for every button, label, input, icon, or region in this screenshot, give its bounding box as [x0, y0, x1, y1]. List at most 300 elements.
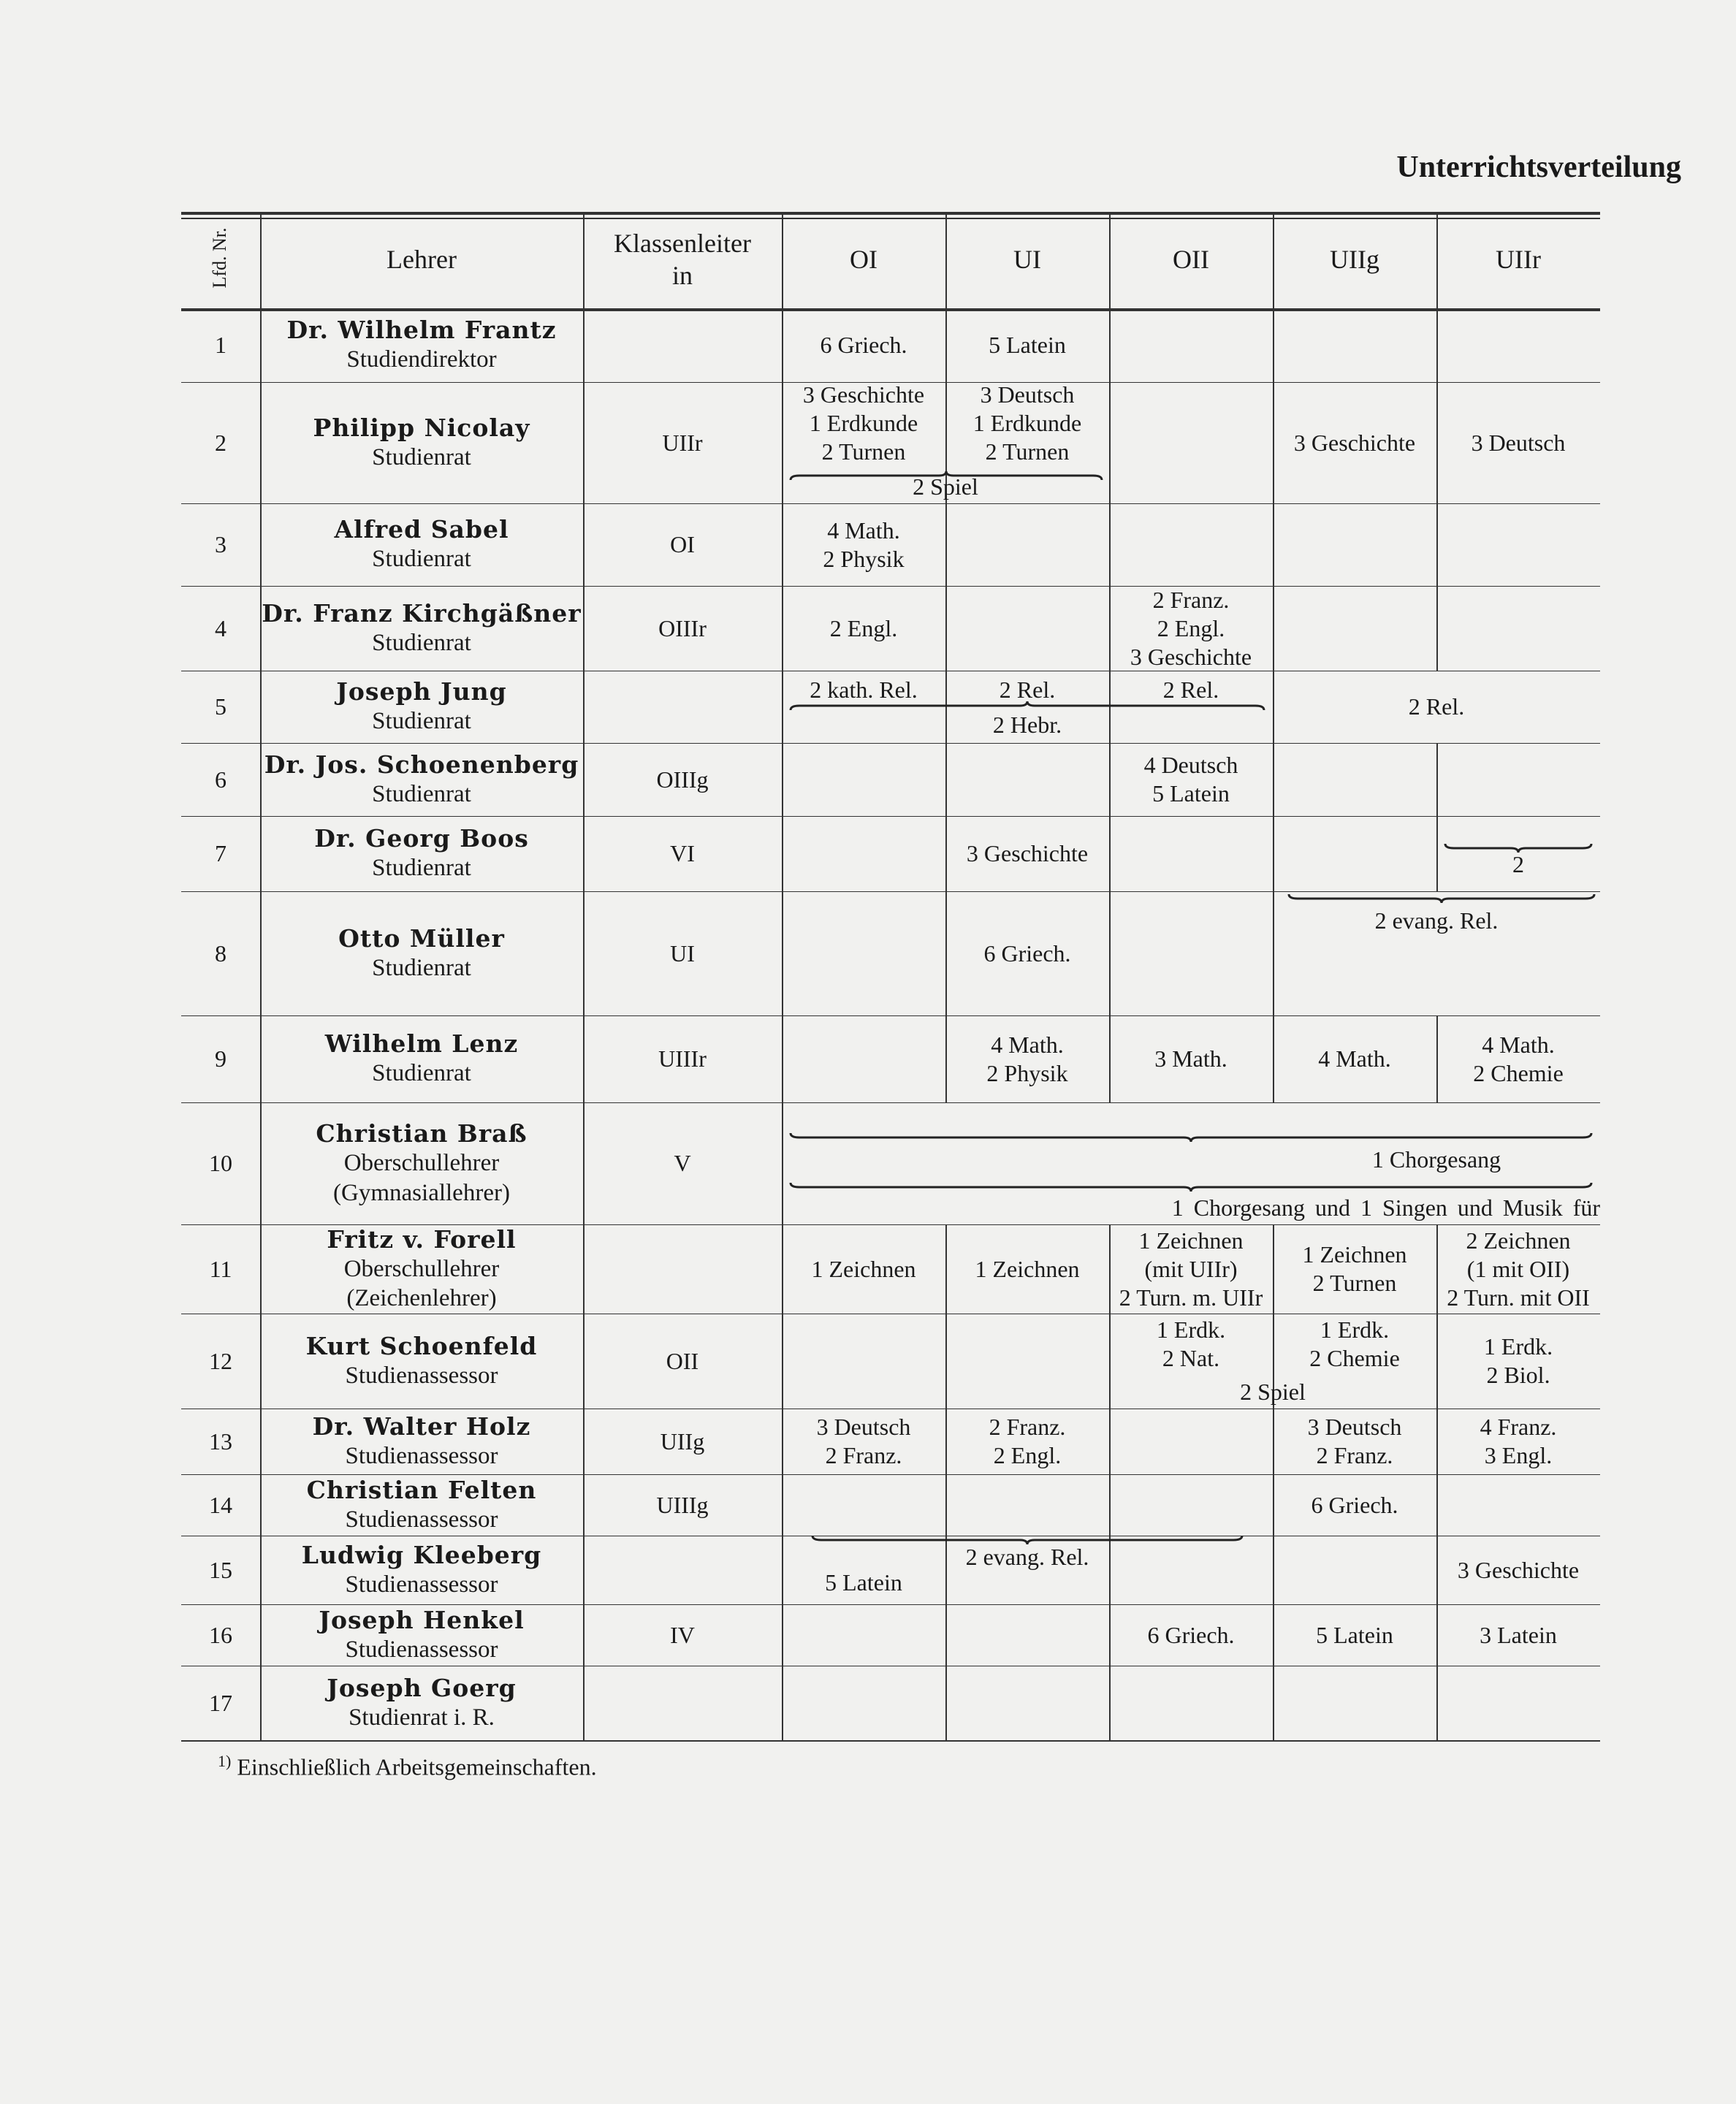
teacher-cell [260, 1332, 583, 1391]
row-number-line: 6 [215, 766, 226, 793]
cell-oi-line: 2 kath. Rel. [810, 676, 918, 703]
teacher-title: Studienrat [372, 855, 471, 882]
row-number-line: 14 [209, 1491, 232, 1518]
teacher-title: (Gymnasiallehrer) [333, 1179, 510, 1206]
cell-uiig-line: 4 Math. [1318, 1045, 1391, 1072]
teacher-title: Studienassessor [345, 1442, 498, 1469]
row-number [181, 1491, 260, 1520]
column-rule [1109, 1474, 1111, 1536]
column-rule [1436, 308, 1438, 382]
cell-oii-line: 1 Erdk. [1156, 1316, 1226, 1343]
cell-oii-line: 3 Geschichte [1130, 643, 1252, 670]
cell-uiig-line: 3 Deutsch [1307, 1414, 1402, 1440]
row-number-line: 7 [215, 840, 226, 866]
klassenleiter-value-line: VI [670, 840, 695, 866]
klassenleiter-value-line: UIIg [660, 1428, 705, 1455]
cell-uiir [1436, 1413, 1600, 1470]
cell-ui-line: 2 Franz. [989, 1414, 1066, 1440]
teacher-title: Studiendirektor [346, 346, 497, 373]
row-number [181, 429, 260, 457]
klassenleiter-value-line: UIIIg [656, 1491, 709, 1518]
teacher-title: Studienassessor [345, 1506, 498, 1533]
klassenleiter-value [583, 839, 782, 868]
klassenleiter-value [583, 766, 782, 794]
cell-uiig [1273, 1491, 1436, 1520]
column-rule [1436, 586, 1438, 671]
column-rule [1273, 1666, 1274, 1740]
cell-oi-line: 6 Griech. [820, 332, 907, 358]
klassenleiter-value-line: UI [670, 939, 695, 967]
cell-oi-line: 1 Zeichnen [811, 1255, 916, 1282]
teacher-name: Joseph Jung [336, 677, 507, 706]
teacher-name: Otto Müller [338, 923, 505, 953]
teacher-title: Studienrat [372, 629, 471, 656]
column-rule [782, 1604, 783, 1666]
row-number [181, 331, 260, 359]
page-heading: Unterrichtsverteilung [1396, 150, 1681, 184]
teacher-name: Dr. Franz Kirchgäßner [262, 598, 582, 628]
cell-uiig [1273, 1240, 1436, 1297]
klassenleiter-value-line: OII [666, 1347, 699, 1374]
row-number [181, 839, 260, 868]
klassenleiter-value-line: UIIr [662, 429, 703, 456]
cell-oi [782, 381, 945, 466]
cell-ui [945, 939, 1109, 968]
column-rule [1436, 212, 1438, 308]
cell-oi-line: 2 Turnen [821, 438, 906, 465]
cell-oii-line: 2 Turn. m. UIIr [1119, 1284, 1263, 1311]
row-number [181, 1347, 260, 1376]
cell-ui-line: 4 Math. [991, 1031, 1064, 1058]
teacher-name: Christian Felten [306, 1475, 537, 1504]
cell-uiir [1436, 429, 1600, 457]
row-number [181, 614, 260, 643]
cell-uiir [1436, 1227, 1600, 1312]
header-klassenleiter [583, 228, 782, 292]
teacher-title: Studienrat [372, 954, 471, 981]
teacher-name: Philipp Nicolay [313, 413, 530, 442]
column-rule [260, 212, 262, 308]
cell-uiir [1436, 1556, 1600, 1585]
column-rule [1436, 1666, 1438, 1740]
column-rule [1273, 586, 1274, 671]
column-rule [1109, 382, 1111, 503]
header-class-OI-line: OI [850, 245, 877, 274]
header-class-UIIr [1436, 244, 1600, 276]
klassenleiter-value-line: UIIIr [658, 1045, 707, 1072]
header-class-OII [1109, 244, 1273, 276]
teacher-cell [260, 1541, 583, 1600]
teacher-title: Studienassessor [345, 1362, 498, 1389]
row-number [181, 693, 260, 721]
cell-oii [1109, 1621, 1273, 1650]
rule-line [181, 1740, 1600, 1742]
header-class-UIIr-line: UIIr [1496, 245, 1541, 274]
column-rule [1436, 743, 1438, 816]
cell-uiir [1436, 1031, 1600, 1088]
column-rule [1273, 308, 1274, 382]
cell-uiig [1273, 1413, 1436, 1470]
cell-uiir-line: 1 Erdk. [1483, 1333, 1553, 1360]
teacher-title: (Zeichenlehrer) [346, 1285, 497, 1311]
brace-chor-1 [789, 1132, 1593, 1142]
span-entry-line: 2 Hebr. [992, 712, 1062, 738]
span-entry-wide [782, 1194, 1600, 1222]
cell-oii-line: 2 Engl. [1157, 614, 1225, 641]
teacher-cell [260, 1476, 583, 1535]
cell-oi-line: 3 Deutsch [816, 1414, 911, 1440]
row-number [181, 530, 260, 559]
cell-oii-line: (mit UIIr) [1144, 1255, 1238, 1282]
cell-ui [945, 839, 1109, 868]
span-entry [945, 1543, 1109, 1571]
header-lehrer [260, 244, 583, 276]
span-entry-right [1273, 693, 1600, 721]
teaching-assignment-table [181, 212, 1600, 1746]
column-rule [583, 1666, 585, 1740]
teacher-name: Alfred Sabel [334, 515, 509, 544]
row-number-line: 16 [209, 1621, 232, 1648]
cell-ui [945, 331, 1109, 359]
cell-uiir-line: (1 mit OII) [1466, 1255, 1570, 1282]
column-rule [782, 212, 783, 308]
row-number-line: 2 [215, 429, 226, 456]
teacher-name: Christian Braß [316, 1119, 528, 1148]
header-class-UIIg [1273, 244, 1436, 276]
header-klassenleiter-line: Klassenleiter [614, 229, 751, 258]
teacher-name: Dr. Georg Boos [314, 824, 529, 853]
rule-line [181, 891, 1600, 892]
klassenleiter-value [583, 1491, 782, 1520]
teacher-cell [260, 1029, 583, 1089]
cell-oi-line: 3 Geschichte [802, 381, 925, 408]
cell-uiir-line: 2 [1512, 851, 1524, 877]
header-lfd: Lfd. Nr. [209, 227, 230, 289]
klassenleiter-value [583, 1621, 782, 1650]
row-number [181, 1428, 260, 1456]
header-class-UI-line: UI [1013, 245, 1041, 274]
teacher-cell [260, 677, 583, 736]
column-rule [1436, 503, 1438, 586]
cell-uiir-line: 3 Engl. [1484, 1442, 1553, 1469]
cell-oi-line: 5 Latein [825, 1569, 902, 1596]
cell-uiir-line: 2 Zeichnen [1466, 1227, 1571, 1254]
row-number [181, 939, 260, 968]
header-class-OII-line: OII [1173, 245, 1209, 274]
column-rule [1436, 1474, 1438, 1536]
teacher-cell [260, 1674, 583, 1733]
column-rule [1273, 816, 1274, 891]
teacher-cell [260, 824, 583, 883]
column-rule [945, 503, 947, 586]
brace-evang [1287, 893, 1596, 903]
header-klassenleiter-line: in [671, 260, 693, 290]
row-number [181, 1689, 260, 1718]
klassenleiter-value-line: OIIIr [658, 614, 707, 641]
span-entry [1273, 1146, 1600, 1174]
column-rule [1109, 816, 1111, 891]
teacher-title: Oberschullehrer [343, 1150, 500, 1177]
row-number [181, 1045, 260, 1073]
brace-right [1444, 842, 1593, 853]
footnote [218, 1752, 597, 1781]
row-number [181, 1621, 260, 1650]
cell-uiir-line: 2 Biol. [1486, 1362, 1550, 1389]
span-entry-right-line: 2 Rel. [1408, 693, 1465, 720]
span-entry-right [1273, 907, 1600, 935]
row-number-line: 4 [215, 614, 226, 641]
span-entry-line: 2 Spiel [1240, 1378, 1306, 1405]
cell-oii-line: 3 Math. [1154, 1045, 1227, 1072]
teacher-title: Studienrat i. R. [349, 1704, 495, 1731]
teacher-cell [260, 515, 583, 574]
column-rule [1109, 1409, 1111, 1474]
teacher-name: Joseph Henkel [319, 1605, 525, 1634]
cell-uiir [1436, 1621, 1600, 1650]
row-number-line: 9 [215, 1045, 226, 1072]
cell-oii-line: 2 Nat. [1162, 1345, 1220, 1372]
column-rule [782, 816, 783, 891]
cell-oi [782, 331, 945, 359]
header-lehrer-line: Lehrer [387, 245, 457, 274]
footnote-mark: 1) [218, 1752, 232, 1770]
cell-ui-line: 2 Physik [986, 1059, 1068, 1086]
brace-chor-2 [789, 1181, 1593, 1192]
cell-uiir [1436, 850, 1600, 879]
column-rule [782, 891, 783, 1015]
rule-line [181, 212, 1600, 215]
klassenleiter-value-line: IV [670, 1621, 695, 1648]
teacher-cell [260, 413, 583, 473]
column-rule [945, 1314, 947, 1409]
cell-uiig [1273, 429, 1436, 457]
teacher-title: Studienrat [372, 780, 471, 807]
span-entry-line: 2 evang. Rel. [965, 1543, 1089, 1570]
teacher-name: Kurt Schoenfeld [305, 1331, 538, 1360]
column-rule [1109, 308, 1111, 382]
teacher-cell [260, 1119, 583, 1208]
teacher-cell [260, 1225, 583, 1314]
cell-uiir-line: 4 Franz. [1480, 1414, 1557, 1440]
cell-oi-line: 1 Erdkunde [809, 409, 918, 436]
row-number-line: 8 [215, 939, 226, 967]
cell-uiig-line: 6 Griech. [1311, 1491, 1398, 1518]
column-rule [1273, 743, 1274, 816]
klassenleiter-value-line: OI [670, 531, 695, 557]
column-rule [583, 1224, 585, 1314]
column-rule [782, 743, 783, 816]
cell-oi [782, 517, 945, 573]
column-rule [1109, 212, 1111, 308]
cell-oii-line: 4 Deutsch [1143, 752, 1238, 778]
teacher-cell [260, 1606, 583, 1665]
teacher-cell [260, 599, 583, 658]
cell-uiir [1436, 1333, 1600, 1390]
row-number [181, 1556, 260, 1585]
cell-oii-line: 2 Rel. [1162, 676, 1219, 703]
row-number-line: 5 [215, 693, 226, 720]
klassenleiter-value [583, 429, 782, 457]
cell-ui [945, 1255, 1109, 1284]
column-rule [782, 1314, 783, 1409]
teacher-name: Dr. Walter Holz [312, 1411, 531, 1441]
row-number [181, 1149, 260, 1178]
cell-ui-line: 2 Rel. [999, 676, 1056, 703]
cell-uiig-line: 2 Franz. [1316, 1442, 1393, 1469]
column-rule [1273, 503, 1274, 586]
cell-oii-line: 5 Latein [1152, 780, 1230, 807]
rule-line [181, 743, 1600, 744]
teacher-title: Studienrat [372, 708, 471, 735]
cell-oi-line: 2 Franz. [825, 1442, 902, 1469]
cell-oi [782, 1569, 945, 1597]
cell-ui-line: 5 Latein [989, 332, 1066, 358]
column-rule [1273, 1536, 1274, 1604]
column-rule [945, 1604, 947, 1666]
teacher-name: Fritz v. Forell [327, 1224, 517, 1254]
column-rule [945, 1474, 947, 1536]
teacher-title: Studienassessor [345, 1636, 498, 1663]
klassenleiter-value [583, 530, 782, 559]
span-entry-line: 1 Chorgesang [1371, 1146, 1501, 1173]
cell-oii [1109, 586, 1273, 671]
klassenleiter-value [583, 1045, 782, 1073]
span-entry [945, 711, 1109, 739]
row-number-line: 1 [215, 332, 226, 358]
cell-oii [1109, 751, 1273, 808]
teacher-title: Studienrat [372, 443, 471, 470]
span-entry [782, 473, 1109, 501]
klassenleiter-value [583, 614, 782, 643]
teacher-name: Wilhelm Lenz [324, 1029, 519, 1058]
row-number-line: 11 [209, 1255, 232, 1282]
cell-ui-line: 1 Erdkunde [972, 409, 1082, 436]
rule-line [181, 308, 1600, 311]
cell-uiig [1273, 1045, 1436, 1073]
cell-oii-line: 6 Griech. [1147, 1621, 1235, 1648]
cell-ui-line: 2 Turnen [985, 438, 1070, 465]
header-class-OI [782, 244, 945, 276]
column-rule [1109, 1536, 1111, 1604]
column-rule [583, 212, 585, 308]
header-class-UI [945, 244, 1109, 276]
rule-line [181, 1015, 1600, 1016]
teacher-name: Ludwig Kleeberg [301, 1540, 542, 1569]
klassenleiter-value-line: V [674, 1150, 691, 1176]
cell-oii [1109, 1316, 1273, 1373]
cell-uiir-line: 4 Math. [1482, 1031, 1555, 1058]
row-number [181, 766, 260, 794]
cell-ui [945, 1031, 1109, 1088]
teacher-name: Dr. Jos. Schoenenberg [264, 750, 579, 779]
span-entry-line: 2 Spiel [913, 473, 978, 500]
cell-oii-line: 2 Franz. [1152, 586, 1230, 613]
cell-uiig-line: 3 Geschichte [1293, 429, 1416, 456]
rule-line [181, 218, 1600, 219]
cell-uiir-line: 3 Latein [1480, 1621, 1557, 1648]
cell-uiig [1273, 1621, 1436, 1650]
rule-line [181, 816, 1600, 817]
teacher-cell [260, 924, 583, 983]
klassenleiter-value [583, 1428, 782, 1456]
column-rule [782, 1666, 783, 1740]
rule-line [181, 1102, 1600, 1103]
cell-uiir-line: 2 Turn. mit OII [1447, 1284, 1590, 1311]
column-rule [945, 1666, 947, 1740]
teacher-title: Studienrat [372, 546, 471, 573]
cell-uiir-line: 3 Geschichte [1457, 1556, 1580, 1583]
cell-uiig-line: 1 Erdk. [1320, 1316, 1390, 1343]
column-rule [782, 1015, 783, 1102]
span-entry-right-line: 2 evang. Rel. [1374, 907, 1499, 934]
row-number-line: 17 [209, 1689, 232, 1716]
column-rule [945, 586, 947, 671]
row-number-line: 13 [209, 1428, 232, 1455]
cell-oii-line: 1 Zeichnen [1138, 1227, 1244, 1254]
column-rule [945, 212, 947, 308]
span-entry-wide-line: 1 Chorgesang und 1 Singen und Musik für [1171, 1194, 1600, 1221]
cell-oi [782, 1413, 945, 1470]
column-rule [583, 671, 585, 743]
brace-hebr [789, 700, 1265, 710]
teacher-cell [260, 316, 583, 375]
column-rule [1109, 1666, 1111, 1740]
cell-ui-line: 2 Engl. [993, 1442, 1062, 1469]
cell-ui [945, 1413, 1109, 1470]
cell-oi [782, 614, 945, 643]
cell-oi [782, 1255, 945, 1284]
header-class-UIIg-line: UIIg [1330, 245, 1379, 274]
column-rule [1273, 212, 1274, 308]
teacher-title: Studienassessor [345, 1571, 498, 1598]
klassenleiter-value [583, 1347, 782, 1376]
cell-oi-line: 2 Physik [823, 545, 905, 572]
teacher-name: Dr. Wilhelm Frantz [286, 316, 557, 344]
cell-uiig-line: 5 Latein [1316, 1621, 1393, 1648]
cell-oii [1109, 1045, 1273, 1073]
cell-uiig [1273, 1316, 1436, 1373]
row-number-line: 15 [209, 1556, 232, 1583]
teacher-title: Studienrat [372, 1060, 471, 1087]
rule-line [181, 503, 1600, 504]
cell-uiir-line: 3 Deutsch [1471, 429, 1566, 456]
cell-oii [1109, 1227, 1273, 1312]
klassenleiter-value [583, 1149, 782, 1178]
span-entry [1109, 1378, 1436, 1406]
klassenleiter-value-line: OIIIg [656, 766, 709, 793]
row-number-line: 12 [209, 1347, 232, 1374]
column-rule [945, 743, 947, 816]
column-rule [1109, 891, 1111, 1015]
cell-uiig-line: 2 Turnen [1312, 1270, 1397, 1297]
column-rule [583, 308, 585, 382]
cell-oi-line: 4 Math. [827, 517, 900, 544]
teacher-name: Joseph Goerg [327, 1673, 517, 1702]
teacher-title: Oberschullehrer [343, 1255, 500, 1282]
row-number-line: 10 [209, 1150, 232, 1176]
cell-uiig-line: 2 Chemie [1309, 1345, 1400, 1372]
cell-ui-line: 3 Deutsch [980, 381, 1075, 408]
cell-ui [945, 381, 1109, 466]
row-number [181, 1255, 260, 1284]
klassenleiter-value [583, 939, 782, 968]
row-number-line: 3 [215, 531, 226, 557]
column-rule [583, 1536, 585, 1604]
rule-line [181, 586, 1600, 587]
column-rule [782, 1474, 783, 1536]
cell-uiig-line: 1 Zeichnen [1302, 1241, 1407, 1268]
cell-ui-line: 3 Geschichte [966, 840, 1089, 866]
